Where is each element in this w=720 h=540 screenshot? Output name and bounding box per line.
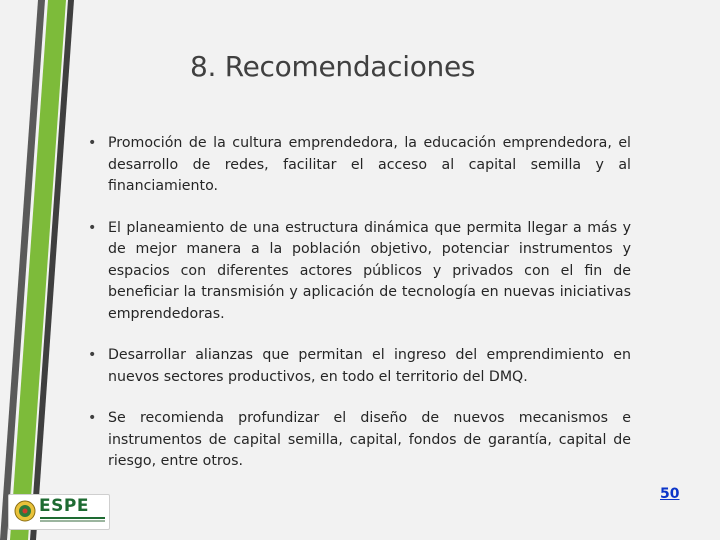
- university-seal-icon: [14, 500, 36, 522]
- recommendations-list: [86, 133, 631, 493]
- logo-divider: [40, 517, 105, 519]
- list-item: [86, 218, 631, 326]
- list-item: [86, 133, 631, 198]
- bullet-text: Se recomienda profundizar el diseño de nuevos mecanismos e instrumentos de capital semilla, capital, fondos de garantía, capital de riesgo, entre otros.: [108, 410, 631, 469]
- page-number-link[interactable]: 50: [660, 486, 680, 502]
- espe-logo: [8, 494, 110, 530]
- decorative-stripes: [0, 0, 90, 540]
- logo-text: ESPE: [39, 496, 89, 516]
- bullet-symbol: •: [88, 410, 97, 426]
- slide-title: 8. Recomendaciones: [190, 50, 476, 83]
- list-item: [86, 345, 631, 388]
- bullet-symbol: •: [88, 347, 97, 363]
- bullet-text: Promoción de la cultura emprendedora, la educación emprendedora, el desarrollo de redes, facilitar el acceso al capital semilla y al financiamiento.: [108, 135, 631, 194]
- bullet-symbol: •: [88, 135, 97, 151]
- bullet-text: El planeamiento de una estructura dinámica que permita llegar a más y de mejor manera a la población objetivo, potenciar instrumentos y espacios con diferentes actores públicos y privados con el fin de beneficiar la transmisión y aplicación de tecnología en nuevas iniciativas emprendedoras.: [108, 219, 631, 322]
- list-item: [86, 408, 631, 473]
- bullet-symbol: •: [88, 219, 97, 236]
- logo-subtitle-line: [40, 520, 105, 522]
- bullet-text: Desarrollar alianzas que permitan el ingreso del emprendimiento en nuevos sectores productivos, en todo el territorio del DMQ.: [108, 347, 631, 385]
